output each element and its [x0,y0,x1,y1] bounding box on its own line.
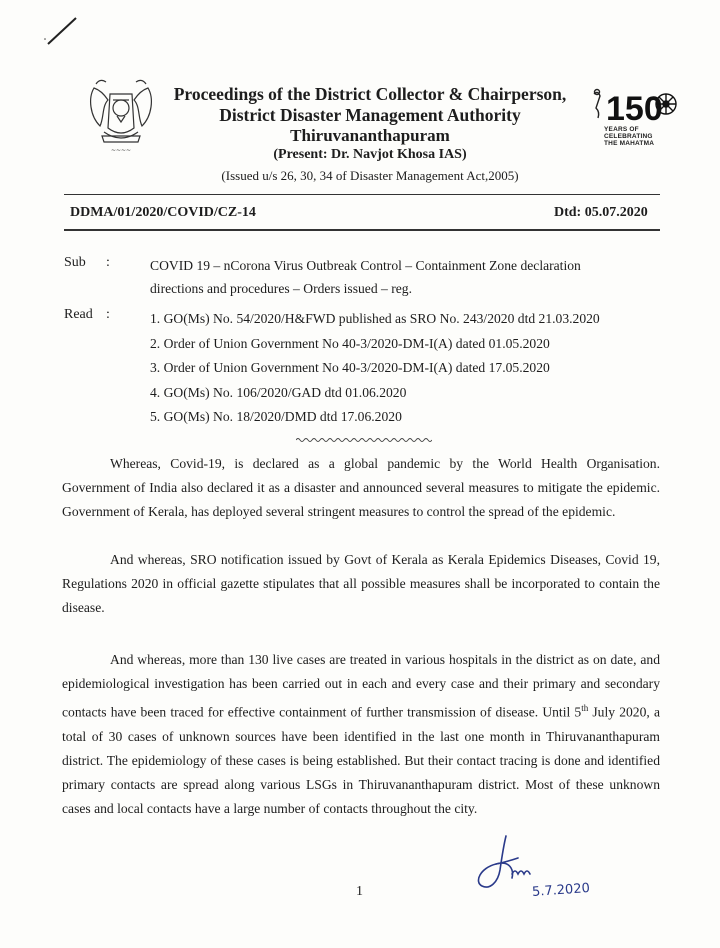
location-title: Thiruvananthapuram [290,126,450,145]
read-reference-item: 4. GO(Ms) No. 106/2020/GAD dtd 01.06.2020 [150,384,407,400]
subject-text: COVID 19 – nCorona Virus Outbreak Control – Containment Zone declaration directions and procedures – Orders issued – reg. [150,258,581,296]
read-references-list [150,307,600,430]
title-line-2: District Disaster Management Authority [219,105,521,125]
reference-date: Dtd: 05.07.2020 [554,205,648,220]
wavy-separator [296,436,432,444]
body-paragraph-3 [62,648,660,821]
header-divider-bottom [64,229,660,231]
svg-text:~~~~: ~~~~ [110,147,132,154]
page-number: 1 [356,884,363,899]
read-reference-item: 3. Order of Union Government No 40-3/2020-DM-I(A) dated 17.05.2020 [150,360,550,375]
body-paragraph-2: And whereas, SRO notification issued by Govt of Kerala as Kerala Epidemics Diseases, Covid 19, Regulations 2020 in official gazette stipulates that all possible measures shall be incorporated to contain the disease. [62,552,660,615]
caption-line: THE MAHATMA [604,140,655,147]
subject-colon: : [106,255,110,270]
logo-150-number: 150 [606,90,663,128]
paragraph-3-part-a: And whereas, more than 130 live cases are treated in various hospitals in the district as on date, and epidemiological investigation has been carried out in each and every case and their primary and secondary contacts have been traced for effective containment of further transmission of disease. Until 5 [62,652,660,720]
read-label: Read [64,307,93,322]
signature-date: 5.7.2020 [531,880,591,901]
read-reference-item: 1. GO(Ms) No. 54/2020/H&FWD published as SRO No. 243/2020 dtd 21.03.2020 [150,311,600,326]
reference-number: DDMA/01/2020/COVID/CZ-14 [70,205,256,220]
gandhi-150-logo-icon [588,88,684,128]
issued-under-act: (Issued u/s 26, 30, 34 of Disaster Management Act,2005) [221,168,519,183]
caption-line: YEARS OF [604,126,639,133]
header-divider-top [64,194,660,195]
read-reference-item: 2. Order of Union Government No 40-3/2020-DM-I(A) dated 01.05.2020 [150,335,550,351]
body-paragraph-1: Whereas, Covid-19, is declared as a global pandemic by the World Health Organisation. Government of India also declared it as a disaster and announced several measures to mitigate the epidemic. Government of Kerala, has deployed several stringent measures to control the spread of the epidemic. [62,456,660,519]
title-line-1: Proceedings of the District Collector & Chairperson, [173,84,567,104]
caption-line: CELEBRATING [604,133,653,140]
read-reference-item: 5. GO(Ms) No. 18/2020/DMD dtd 17.06.2020 [150,409,402,424]
present-officer: (Present: Dr. Navjot Khosa IAS) [273,147,467,162]
gandhi-150-caption [604,126,654,147]
subject-label: Sub [64,255,86,270]
ordinal-suffix: th [581,703,589,713]
paragraph-3-part-b: July 2020, a total of 30 cases of unknown sources have been identified in the last one month in Thiruvananthapuram district. The epidemiology of these cases is being established. But their contact tracing is done and identified primary contacts are spread along various LSGs in Thiruvananthapuram district. Most of these unknown cases and local contacts have a large number of contacts throughout the city. [62,704,660,816]
read-colon: : [106,307,110,322]
pen-stroke-mark [42,14,82,48]
